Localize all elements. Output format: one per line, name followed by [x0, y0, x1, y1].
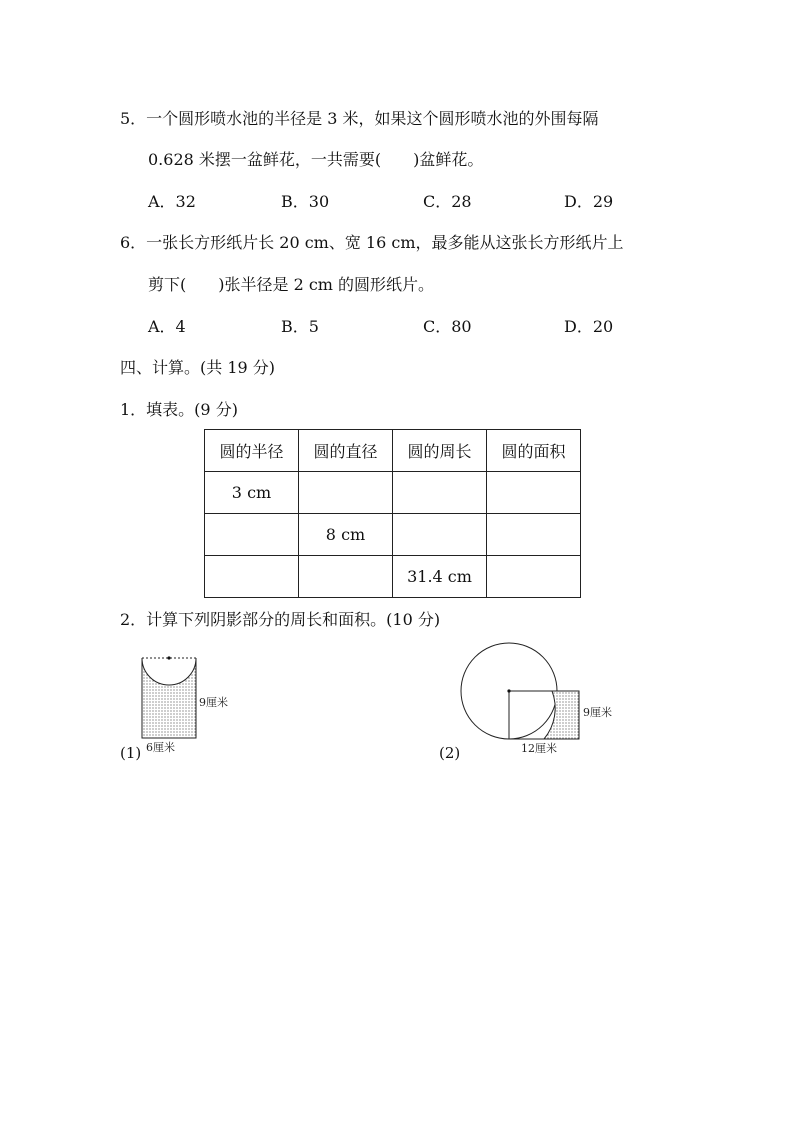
shaded-region [142, 658, 196, 738]
q6-option-d: D．20 [564, 317, 614, 336]
q6-option-c: C．80 [423, 317, 472, 336]
problem2-title: 2．计算下列阴影部分的周长和面积。(10 分) [120, 610, 441, 629]
shaded-region [544, 691, 579, 739]
header-radius: 圆的半径 [205, 430, 299, 472]
q5-option-c: C．28 [423, 192, 472, 211]
table-cell: 8 cm [299, 514, 393, 556]
table-cell [299, 556, 393, 598]
header-diameter: 圆的直径 [299, 430, 393, 472]
height-label: 9厘米 [583, 706, 612, 719]
table-row [205, 472, 581, 514]
table-cell [299, 472, 393, 514]
table-row [205, 514, 581, 556]
q6-line2: 剪下( )张半径是 2 cm 的圆形纸片。 [148, 275, 435, 294]
circle-table [204, 429, 581, 598]
table-cell [393, 472, 487, 514]
figure-2-tag: (2) [439, 744, 461, 762]
table-cell [205, 556, 299, 598]
center-dot [167, 656, 170, 659]
table-cell: 3 cm [205, 472, 299, 514]
table-header-row [205, 430, 581, 472]
header-circumference: 圆的周长 [393, 430, 487, 472]
table-cell [487, 514, 581, 556]
q5-option-d: D．29 [564, 192, 614, 211]
q6-line1: 6．一张长方形纸片长 20 cm、宽 16 cm，最多能从这张长方形纸片上 [120, 233, 624, 252]
q5-line1: 5．一个圆形喷水池的半径是 3 米，如果这个圆形喷水池的外围每隔 [120, 109, 599, 128]
table-cell [487, 556, 581, 598]
header-area: 圆的面积 [487, 430, 581, 472]
q5-option-a: A．32 [148, 192, 196, 211]
width-label: 6厘米 [146, 741, 175, 754]
center-dot [507, 689, 510, 692]
problem1-title: 1．填表。(9 分) [120, 400, 238, 419]
q6-option-a: A．4 [148, 317, 186, 336]
table-cell [393, 514, 487, 556]
figure-1 [110, 650, 250, 765]
q5-line2: 0.628 米摆一盆鲜花，一共需要( )盆鲜花。 [148, 150, 484, 169]
figure-2 [430, 638, 630, 768]
figure-1-tag: (1) [120, 744, 142, 762]
section-title: 四、计算。(共 19 分) [120, 358, 276, 377]
height-label: 9厘米 [199, 696, 228, 709]
width-label: 12厘米 [521, 742, 557, 755]
table-cell [205, 514, 299, 556]
q5-option-b: B．30 [281, 192, 330, 211]
table-cell: 31.4 cm [393, 556, 487, 598]
q6-option-b: B．5 [281, 317, 319, 336]
table-cell [487, 472, 581, 514]
table-row [205, 556, 581, 598]
